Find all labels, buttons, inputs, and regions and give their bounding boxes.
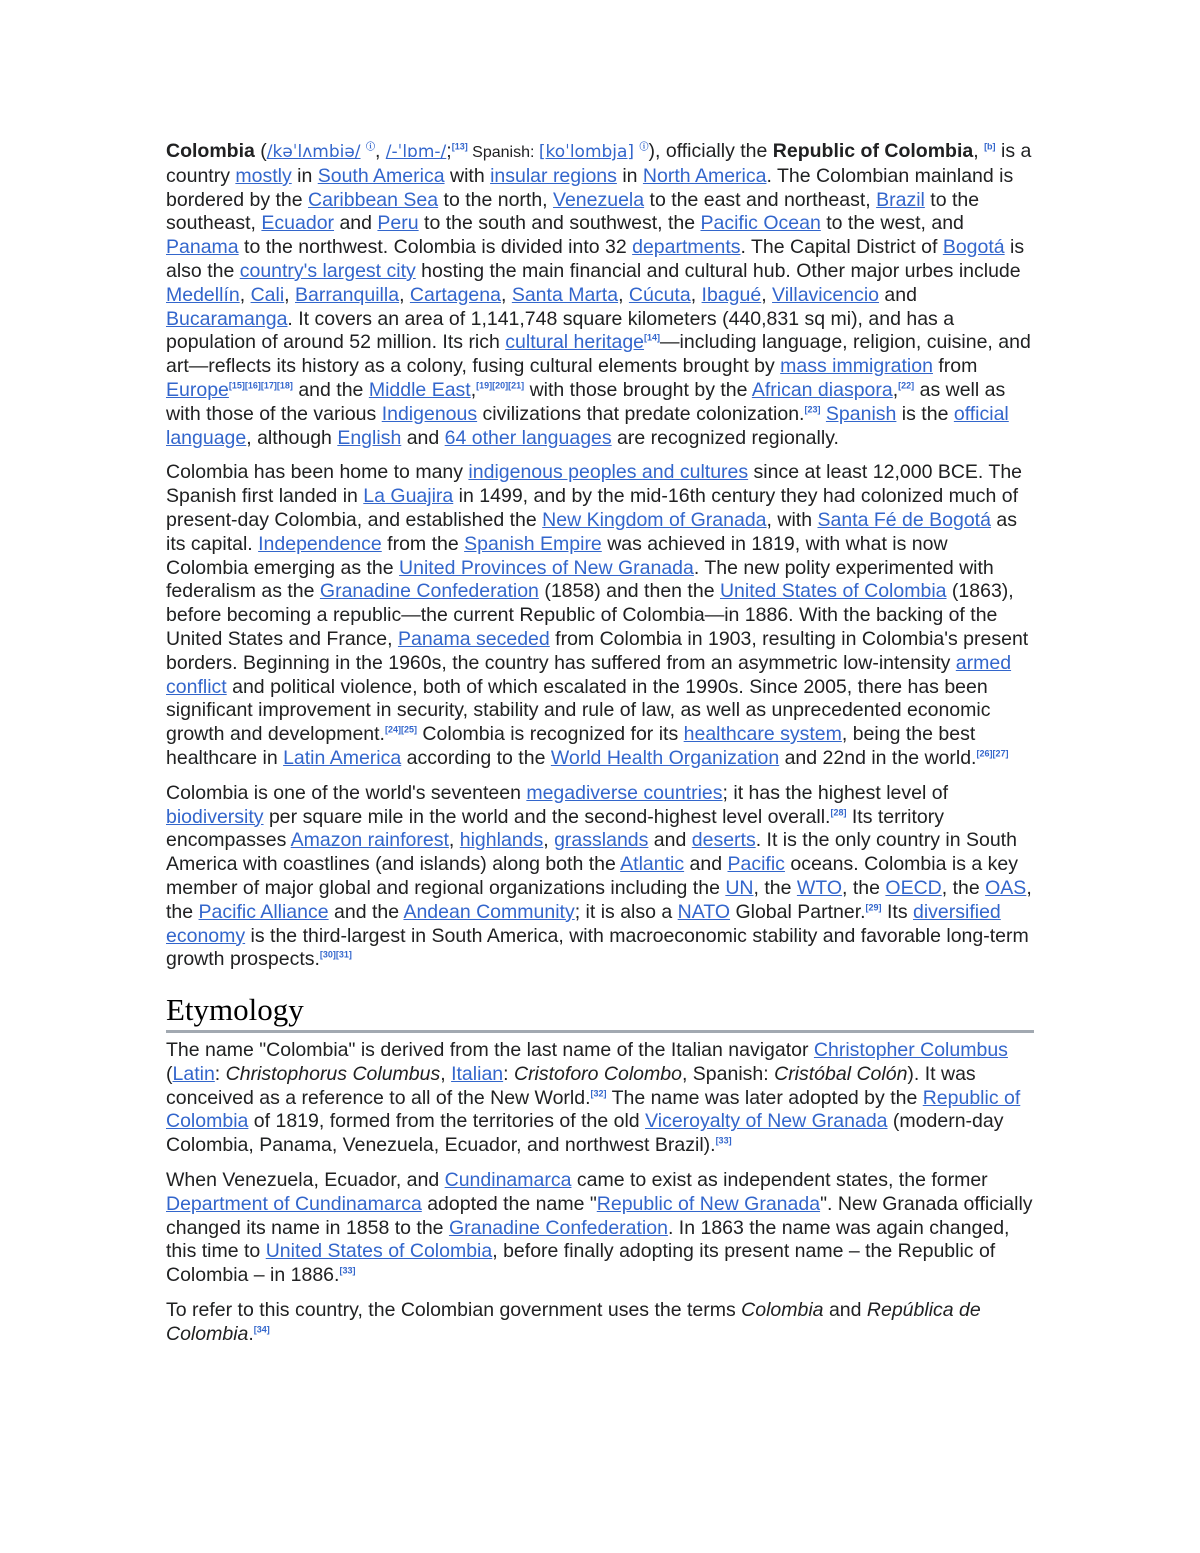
text-run: When Venezuela, Ecuador, and [166, 1169, 445, 1192]
text-run: ; [446, 140, 452, 162]
article-link[interactable]: Amazon rainforest [290, 829, 449, 852]
text-run: and [823, 1299, 867, 1322]
article-link[interactable]: Barranquilla [295, 283, 400, 306]
article-link[interactable]: Brazil [876, 188, 925, 211]
article-link[interactable]: Santa Fé de Bogotá [817, 508, 991, 531]
text-run: ). It was conceived as a reference to all of the New World. [166, 1062, 976, 1109]
text-run: , Spanish: [681, 1062, 775, 1085]
article-link[interactable]: North America [642, 164, 767, 187]
reference-link[interactable]: [21] [508, 380, 525, 391]
article-link[interactable]: United States of Colombia [719, 580, 947, 603]
reference-link[interactable]: [29] [865, 902, 882, 913]
text-run: , with [766, 508, 818, 531]
text-run: , [284, 283, 295, 306]
article-link[interactable]: Indigenous [381, 402, 478, 425]
lead-paragraph-1 [166, 140, 1034, 450]
article-link[interactable]: Bucaramanga [166, 307, 288, 330]
article-link[interactable]: United Provinces of New Granada [399, 556, 694, 579]
reference-link[interactable]: [13] [451, 141, 468, 152]
text-run: The name "Colombia" is derived from the last name of the Italian navigator [166, 1039, 814, 1062]
text-run: , [440, 1062, 452, 1085]
text-run: and political violence, both of which escalated in the 1990s. Since 2005, there has been significant improvement in security, stability and rule of law, as well as unprecedented economic growth and development. [166, 675, 991, 746]
text-run: (modern-day Colombia, Panama, Venezuela, Ecuador, and northwest Brazil). [166, 1110, 1004, 1157]
text-run: Its [881, 900, 913, 923]
reference-link[interactable]: [30][31] [319, 949, 352, 960]
article-link[interactable]: Venezuela [553, 188, 645, 211]
article-link[interactable]: Republic of Colombia [166, 1086, 1021, 1133]
article-link[interactable]: Santa Marta [511, 283, 619, 306]
italic-text: Cristóbal Colón [774, 1062, 908, 1085]
article-link[interactable]: Department of Cundinamarca [166, 1192, 422, 1215]
article-link[interactable]: Pacific Alliance [198, 900, 329, 923]
text-run: Colombia is one of the world's seventeen [166, 781, 527, 804]
article-link[interactable]: NATO [677, 900, 731, 923]
article-link[interactable]: Middle East [368, 378, 471, 401]
etymology-paragraph-3 [166, 1299, 1034, 1347]
article-link[interactable]: 64 other languages [444, 426, 612, 449]
text-run: . In 1863 the name was again changed, this time to [166, 1216, 1010, 1263]
article-link[interactable]: /kəˈlʌmbiə/ [266, 142, 361, 162]
reference-link[interactable]: ⓘ [639, 141, 649, 152]
article-link[interactable]: Panama seceded [397, 627, 550, 650]
text-run: to the northwest. Colombia is divided into 32 [238, 236, 633, 259]
text-run: , [892, 378, 899, 401]
article-link[interactable]: Italian [451, 1062, 504, 1085]
text-run: , being the best healthcare in [166, 723, 976, 769]
article-link[interactable]: indigenous peoples and cultures [468, 461, 749, 484]
text-run: , before finally adopting its present name – the Republic of Colombia – in 1886. [166, 1240, 996, 1287]
article-link[interactable]: Viceroyalty of New Granada [645, 1110, 888, 1133]
article-link[interactable]: Ecuador [261, 212, 335, 235]
article-link[interactable]: New Kingdom of Granada [542, 508, 767, 531]
text-run: in [616, 164, 643, 187]
reference-link[interactable]: [24] [384, 724, 401, 735]
text-run: ; it is also a [574, 900, 678, 923]
article-link[interactable]: Andean Community [403, 900, 575, 923]
text-run: from [932, 355, 978, 378]
text-run: hosting the main financial and cultural hub. Other major urbes include [415, 259, 1021, 282]
article-link[interactable]: armed conflict [166, 651, 1012, 698]
text-run: in [291, 164, 318, 187]
lead-paragraph-3 [166, 782, 1034, 972]
text-run: to the south and southwest, the [418, 212, 701, 235]
text-run: , [239, 283, 251, 306]
text-run: , [543, 829, 555, 852]
article-link[interactable]: Cundinamarca [444, 1169, 572, 1192]
bold-text: Republic of Colombia [772, 140, 974, 162]
article-link[interactable]: Caribbean Sea [308, 188, 439, 211]
text-run: ; it has the highest level of [722, 781, 948, 804]
article-link[interactable]: Ibagué [701, 283, 762, 306]
article-link[interactable]: Independence [258, 532, 382, 555]
text-run: , although [246, 426, 338, 449]
article-link[interactable]: South America [317, 164, 445, 187]
text-run: Its territory encompasses [166, 805, 944, 852]
text-run: in 1499, and by the mid-16th century they had colonized much of present-day Colombia, and established the [166, 485, 1019, 531]
text-run: , [448, 829, 460, 852]
article-link[interactable]: mostly [235, 164, 292, 187]
text-run: are recognized regionally. [611, 426, 839, 449]
article-link[interactable]: Peru [377, 212, 419, 235]
article-link[interactable]: Republic of New Granada [596, 1192, 821, 1215]
article-link[interactable]: UN [725, 876, 754, 899]
etymology-section [166, 1039, 1034, 1347]
text-run: (1863), before becoming a republic—the current Republic of Colombia—in 1886. With the backing of the United States and France, [166, 580, 1014, 650]
text-run: . [248, 1322, 254, 1345]
reference-link[interactable]: [28] [830, 807, 847, 818]
article-link[interactable]: Cúcuta [628, 283, 691, 306]
article-link[interactable]: Medellín [166, 283, 240, 306]
text-run: and [684, 853, 728, 876]
article-link[interactable]: Spanish [825, 402, 897, 425]
article-link[interactable]: Europe [166, 378, 229, 401]
article-link[interactable]: Latin America [283, 746, 402, 769]
article-link[interactable]: Bogotá [942, 236, 1005, 259]
text-run: , [470, 378, 477, 401]
text-run: with those brought by the [524, 378, 752, 401]
text-run: adopted the name " [421, 1192, 597, 1215]
text-run: with [444, 164, 491, 187]
reference-link[interactable]: [19][20] [476, 380, 509, 391]
text-run: . It is the only country in South America with coastlines (and islands) along both the [166, 829, 1017, 876]
text-run: is the [896, 402, 954, 425]
text-run: , [973, 140, 985, 162]
text-run: ". New Granada officially changed its name in 1858 to the [166, 1192, 1033, 1239]
article-link[interactable]: healthcare system [683, 723, 842, 746]
text-run: and 22nd in the world. [779, 746, 977, 769]
text-run: to the southeast, [166, 188, 980, 235]
article-link[interactable]: Atlantic [620, 853, 685, 876]
article-link[interactable]: Pacific [727, 853, 785, 876]
article-link[interactable]: official language [166, 402, 1009, 449]
text-run: To refer to this country, the Colombian government uses the terms [166, 1299, 742, 1322]
reference-link[interactable]: [14] [644, 332, 661, 343]
text-run: from Colombia in 1903, resulting in Colombia's present borders. Beginning in the 1960s, the country has suffered from an asymmetric low-intensity [166, 627, 1029, 674]
article-link[interactable]: grasslands [554, 829, 649, 852]
text-run: is the third-largest in South America, with macroeconomic stability and favorable long-term growth prospects. [166, 924, 1029, 971]
article-link[interactable]: Christopher Columbus [813, 1039, 1008, 1062]
text-run: , [374, 140, 386, 162]
article-link[interactable]: departments [632, 236, 741, 259]
text-run: . It covers an area of 1,141,748 square kilometers (440,831 sq mi), and has a population of around 52 million. Its rich [166, 307, 955, 354]
text-run: as its capital. [166, 508, 1017, 555]
text-run: and [648, 829, 692, 852]
reference-link[interactable]: [34] [253, 1324, 270, 1335]
reference-link[interactable]: [26][27] [976, 748, 1009, 759]
article-link[interactable]: diversified economy [166, 900, 1001, 947]
article-link[interactable]: Villavicencio [772, 283, 879, 306]
text-run: , [690, 283, 702, 306]
article-link[interactable]: Granadine Confederation [448, 1216, 668, 1239]
text-run: . The Capital District of [740, 236, 943, 259]
article-link[interactable]: WTO [796, 876, 843, 899]
italic-text: Colombia [741, 1299, 824, 1322]
text-run: (1858) and then the [538, 580, 720, 603]
article-link[interactable]: megadiverse countries [526, 781, 723, 804]
text-run: from the [381, 532, 465, 555]
etymology-paragraph-1 [166, 1039, 1034, 1158]
text-run: and [334, 212, 378, 235]
article-link[interactable]: Pacific Ocean [700, 212, 821, 235]
bold-text: Colombia [166, 140, 255, 162]
text-run: since at least 12,000 BCE. The Spanish first landed in [166, 461, 1023, 508]
article-content [166, 140, 1034, 1358]
text-run: was achieved in 1819, with what is now Colombia emerging as the [166, 532, 948, 579]
etymology-heading: Etymology [166, 992, 1034, 1033]
text-run: , [500, 283, 512, 306]
text-run: Global Partner. [730, 900, 866, 923]
article-link[interactable]: highlands [459, 829, 544, 852]
reference-link[interactable]: [22] [898, 380, 915, 391]
text-run: , the [166, 876, 1032, 923]
reference-link[interactable]: [25] [401, 724, 418, 735]
article-link[interactable]: OAS [985, 876, 1027, 899]
text-run: The name was later adopted by the [606, 1086, 923, 1109]
reference-link[interactable]: [33] [715, 1135, 732, 1146]
text-run: , [399, 283, 410, 306]
italic-text: Cristoforo Colombo [513, 1062, 682, 1085]
text-run: and [879, 283, 917, 306]
text-run: , the [941, 876, 986, 899]
text-run: . The Colombian mainland is bordered by the [166, 164, 1014, 211]
text-run: per square mile in the world and the second-highest level overall. [263, 805, 831, 828]
text-run: Spanish: [467, 144, 539, 161]
article-link[interactable]: biodiversity [166, 805, 264, 828]
text-run: : [214, 1062, 226, 1085]
text-run: as well as with those of the various [166, 378, 1006, 425]
text-run: came to exist as independent states, the former [571, 1169, 988, 1192]
text-run: to the north, [438, 188, 554, 211]
text-run: , [618, 283, 629, 306]
reference-link[interactable]: [32] [590, 1088, 607, 1099]
lead-paragraph-2 [166, 461, 1034, 770]
text-run: , [761, 283, 773, 306]
article-link[interactable]: Panama [166, 236, 239, 259]
text-run: and the [328, 900, 404, 923]
text-run: Colombia has been home to many [166, 461, 469, 484]
text-run: and the [292, 378, 369, 401]
etymology-paragraph-2 [166, 1169, 1034, 1288]
text-run: . The new polity experimented with federalism as the [166, 556, 994, 603]
text-run: of 1819, formed from the territories of the old [248, 1110, 646, 1133]
article-link[interactable]: United States of Colombia [265, 1240, 493, 1263]
article-link[interactable]: African diaspora [751, 378, 893, 401]
italic-text: República de Colombia [166, 1299, 981, 1345]
text-run: Colombia is recognized for its [417, 723, 684, 746]
text-run: according to the [401, 746, 551, 769]
text-run: to the west, and [820, 212, 964, 235]
lead-section [166, 140, 1034, 972]
text-run: and [401, 426, 445, 449]
text-run: ( [254, 140, 267, 162]
article-link[interactable]: World Health Organization [550, 746, 780, 769]
article-link[interactable]: La Guajira [363, 485, 454, 508]
article-link[interactable]: /-ˈlɒm-/ [385, 142, 447, 162]
text-run: ), officially the [648, 140, 773, 162]
text-run: —including language, religion, cuisine, and art—reflects its history as a colony, fusing cultural elements brought by [166, 331, 1031, 378]
text-run: , the [842, 876, 886, 899]
article-link[interactable]: mass immigration [780, 355, 933, 378]
italic-text: Christophorus Columbus [225, 1062, 441, 1085]
article-link[interactable]: Latin [172, 1062, 215, 1085]
article-link[interactable]: deserts [691, 829, 756, 852]
reference-link[interactable]: [23] [804, 404, 821, 415]
text-run: is a country [166, 140, 1032, 187]
text-run: is also the [166, 236, 1025, 282]
article-link[interactable]: insular regions [490, 164, 617, 187]
text-run: oceans. Colombia is a key member of major global and regional organizations including the [166, 853, 1018, 899]
article-link[interactable]: OECD [885, 876, 942, 899]
reference-link[interactable]: [15][16][17][18] [228, 380, 293, 391]
article-link[interactable]: Spanish Empire [464, 532, 602, 555]
text-run: : [503, 1062, 514, 1085]
text-run: ( [166, 1062, 173, 1085]
article-link[interactable]: Cartagena [409, 283, 501, 306]
text-run: civilizations that predate colonization. [477, 402, 805, 425]
reference-link[interactable]: [b] [984, 141, 996, 152]
text-run: , the [753, 876, 797, 899]
article-link[interactable]: country's largest city [239, 259, 416, 282]
reference-link[interactable]: [33] [339, 1265, 356, 1276]
text-run: to the east and northeast, [644, 188, 877, 211]
article-link[interactable]: Granadine Confederation [319, 580, 539, 603]
reference-link[interactable]: ⓘ [365, 141, 375, 152]
article-link[interactable]: English [337, 426, 402, 449]
article-link[interactable]: [koˈlombja] [538, 142, 635, 162]
article-link[interactable]: Cali [250, 283, 285, 306]
article-link[interactable]: cultural heritage [505, 331, 645, 354]
